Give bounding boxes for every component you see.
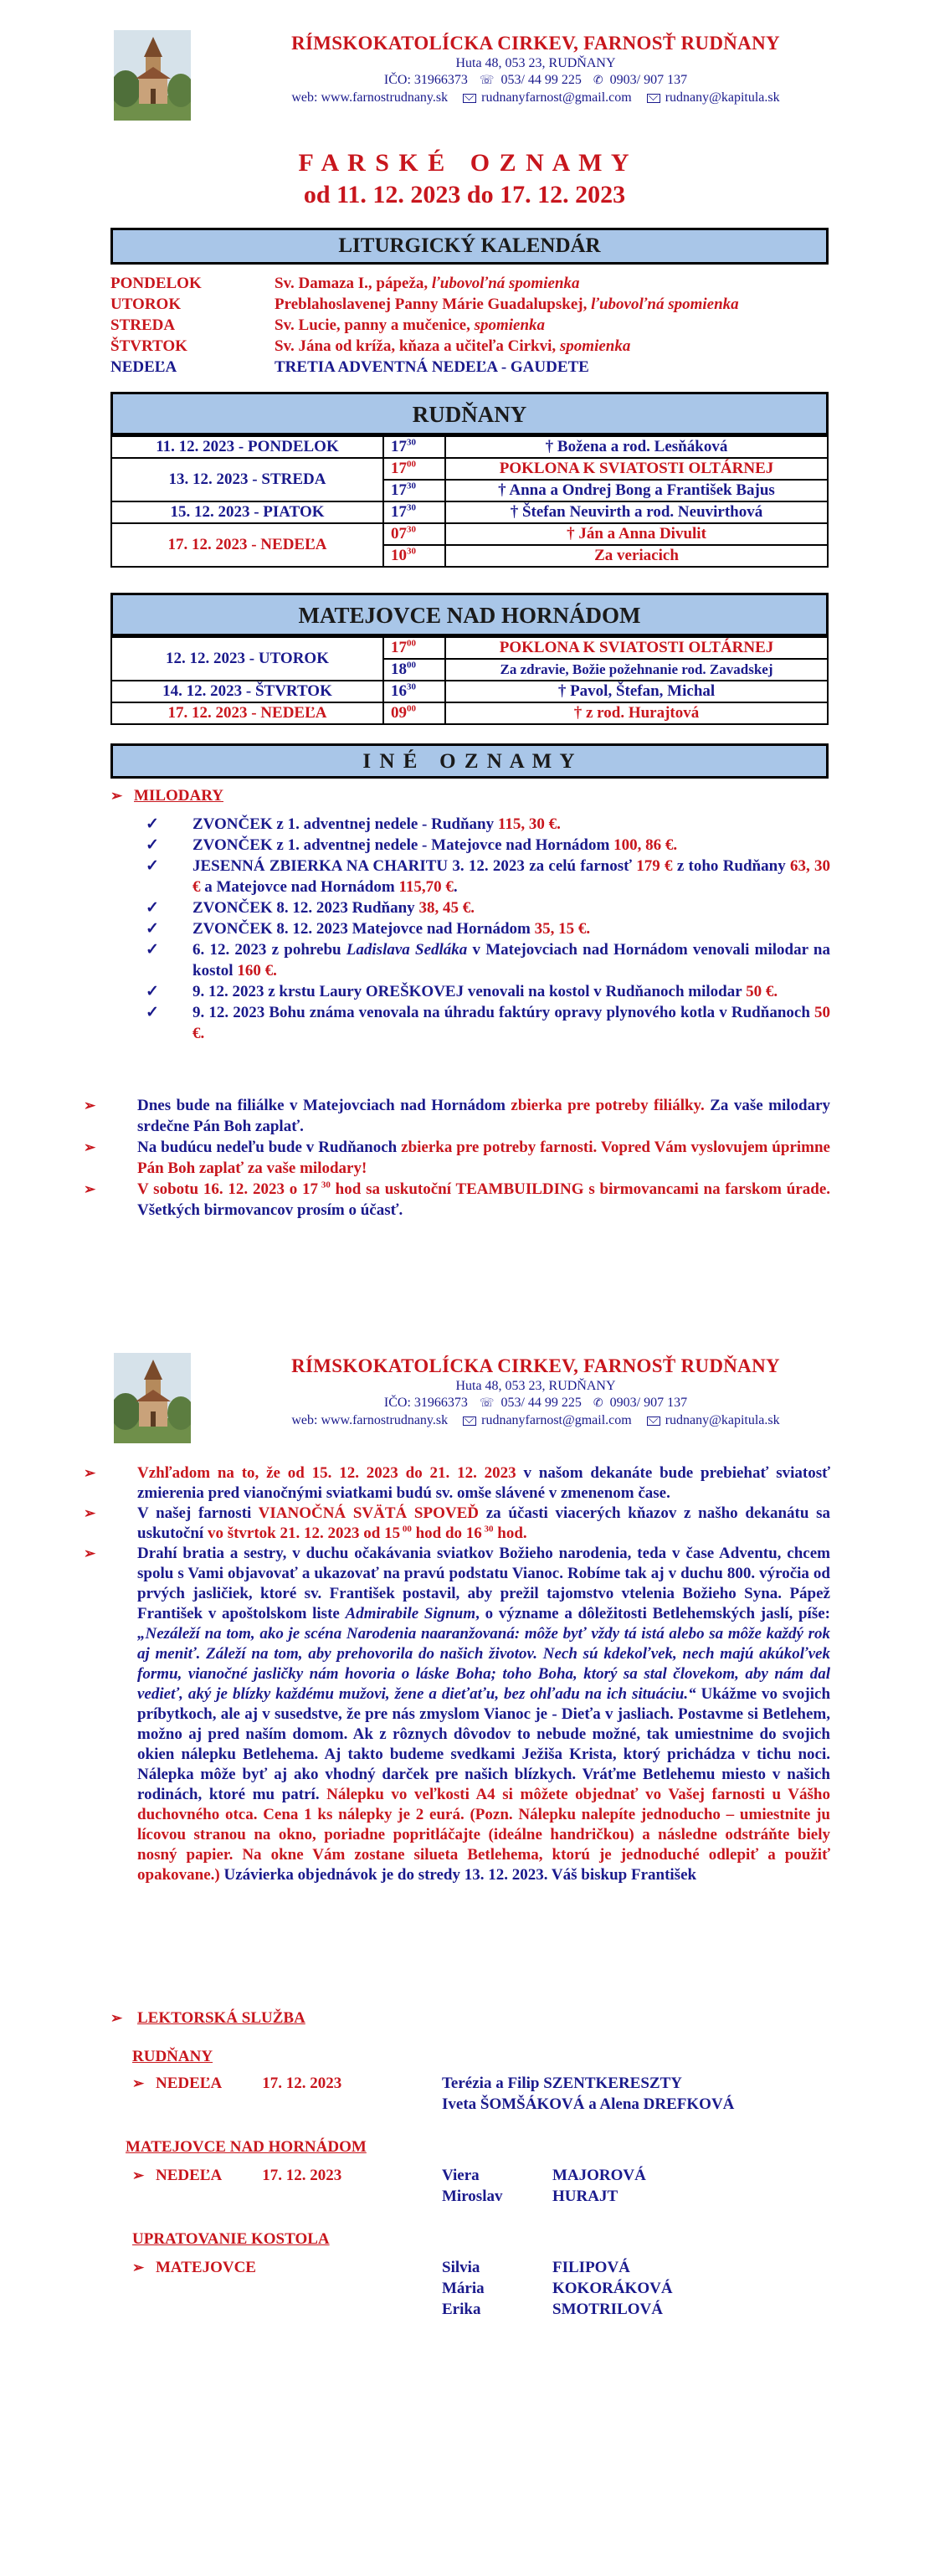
list-item: ➢ V sobotu 16. 12. 2023 o 17 $^{30}$ hod sa uskutoční TEAMBUILDING s birmovancami na farskom úrade. Všetkých birmovancov prosím o účasť. <box>84 1180 831 1219</box>
arrow-bullet-icon: ➢ <box>110 788 123 804</box>
table-row <box>111 681 828 702</box>
lector-matejovce-row: ➢ NEDEĽA 17. 12. 2023 <box>132 2167 342 2184</box>
check-icon: ✓ <box>146 1004 159 1021</box>
cleaning-name: Erika SMOTRILOVÁ <box>442 2301 663 2318</box>
church-logo <box>114 30 191 121</box>
parish-name: RÍMSKOKATOLÍCKA CIRKEV, FARNOSŤ RUDŇANY <box>291 1355 780 1376</box>
list-item: ➢ Dnes bude na filiálke v Matejovciach nad Hornádom zbierka pre potreby filiálky. Za vaše milodary srdečne Pán Boh zaplať. <box>84 1097 830 1135</box>
arrow-bullet-icon: ➢ <box>132 2260 145 2275</box>
mass-time: $16^{30}$ <box>383 681 445 702</box>
announcement-list <box>84 1095 831 1221</box>
liturgy-note: spomienka <box>559 337 631 355</box>
cleaning-names <box>442 2257 673 2320</box>
liturgy-text: Sv. Jána od kríža, kňaza a učiteľa Cirkvi, <box>275 337 560 355</box>
arrow-bullet-icon: ➢ <box>132 2167 145 2183</box>
list-item: ✓ ZVONČEK z 1. adventnej nedele - Rudňany 115, 30 €. <box>146 815 561 833</box>
parish-web-email <box>192 90 879 106</box>
mass-intention: Za zdravie, Božie požehnanie rod. Zavadskej <box>445 659 828 681</box>
cleaning-row: ➢ MATEJOVCE <box>132 2259 256 2276</box>
page-2 <box>0 1323 929 2318</box>
page-1 <box>0 0 929 1219</box>
list-item: ➢ Vzhľadom na to, že od 15. 12. 2023 do 21. 12. 2023 v našom dekanáte bude prebiehať sviatosť zmierenia pred vianočnými sviatkami budú sv. omše slávené v zmenenom čase. <box>84 1464 830 1502</box>
liturgy-day: PONDELOK <box>110 275 202 292</box>
phone-number: 053/ 44 99 225 <box>500 1396 582 1410</box>
list-item: ✓ 9. 12. 2023 z krstu Laury OREŠKOVEJ venovali na kostol v Rudňanoch milodar 50 €. <box>146 983 778 1000</box>
rudnany-schedule <box>110 435 829 568</box>
church-logo <box>114 1353 191 1443</box>
liturgy-note: ľubovoľná spomienka <box>431 275 580 292</box>
list-item: ✓ ZVONČEK 8. 12. 2023 Rudňany 38, 45 €. <box>146 899 475 917</box>
announcement-list-2 <box>84 1463 831 1885</box>
mail-icon <box>463 1417 476 1426</box>
mass-time: $17^{30}$ <box>383 501 445 523</box>
mobile-number: 0903/ 907 137 <box>609 73 688 87</box>
mass-date: 12. 12. 2023 - UTOROK <box>111 637 383 681</box>
liturgy-day: UTOROK <box>110 296 182 313</box>
letterhead <box>0 0 929 126</box>
list-item: ➢ Na budúcu nedeľu bude v Rudňanoch zbierka pre potreby farnosti. Vopred Vám vyslovujem úprimne Pán Boh zaplať za vaše milodary! <box>84 1139 830 1177</box>
rudnany-heading: RUDŇANY <box>110 392 829 435</box>
parish-web-email <box>192 1412 879 1429</box>
list-item: ✓ JESENNÁ ZBIERKA NA CHARITU 3. 12. 2023 za celú farnosť 179 € z toho Rudňany 63, 30 € a Matejovce nad Hornádom 115,70 €. <box>146 857 830 896</box>
list-item: ➢ Drahí bratia a sestry, v duchu očakávania sviatkov Božieho narodenia, teda v čase Adventu, chcem spolu s Vami objavovať a ukazovať na pravú podstatu Vianoc. Robíme tak aj v duchu 800. výročia od prvých jasličiek, ktoré sv. František postavil, aby prežil tajomstvo vtelenia Božieho Syna. Pápež František v apoštolskom liste Admirabile Signum, o význame a dôležitosti Betlehemských jaslí, píše: „Nezáleží na tom, ako je scéna Narodenia naaranžovaná: môže byť vždy tá istá alebo sa môže každý rok aj meniť. Záleží na tom, aby prehovorila do našich životov. Nech sú kdekoľvek, nech majú akúkoľvek formu, vianočné jasličky nám hovoria o láske Boha; toho Boha, ktorý sa stal človekom, aby nám dal vedieť, aký je blízky každému mužovi, žene a dieťaťu, bez ohľadu na ich situáciu.“ Ukážme vo svojich príbytkoch, ale aj v susedstve, že pre nás zmyslom Vianoc je - Dieťa v jasliach. Postavme si Betlehem, možno aj pred naším domom. Ak z rôznych dôvodov to nebude možné, tak umiestnime do svojich okien nálepku Betlehema. Aj takto budeme svedkami Ježiša Krista, ktorý prichádza v tichu noci. Nálepka môže byť aj ako vhodný darček pre našich blízkych. Vráťme Betlehemu miesto v našich rodinách, ktoré mu patrí. Nálepku vo veľkosti A4 si môžete objednať vo Vašej farnosti u Vášho duchovného otca. Cena 1 ks nálepky je 2 eurá. (Pozn. Nálepku nalepíte jednoducho – umiestnite ju lícovou stranou na okno, poriadne popritláčajte (ideálne handričkou) a následne odstráňte biely nosný papier. Na okne Vám zostane silueta Betlehema, ktorú je jednoduché odlepiť a použiť opakovane.) Uzávierka objednávok je do stredy 13. 12. 2023. Váš biskup František <box>84 1545 831 1884</box>
ico-number: IČO: 31966373 <box>383 1396 468 1410</box>
lector-rudnany-names <box>442 2073 734 2115</box>
letterhead <box>0 1323 929 1448</box>
mail-icon <box>647 94 660 103</box>
lector-rudnany-label: RUDŇANY <box>132 2048 213 2065</box>
table-row <box>111 523 828 545</box>
list-item: ✓ 6. 12. 2023 z pohrebu Ladislava Sedláka v Matejovciach nad Hornádom venovali milodar na kostol 160 €. <box>146 941 830 979</box>
web-link[interactable]: web: www.farnostrudnany.sk <box>291 1413 449 1427</box>
check-icon: ✓ <box>146 941 159 959</box>
lector-name: Terézia a Filip SZENTKERESZTY <box>442 2075 682 2092</box>
mass-date: 11. 12. 2023 - PONDELOK <box>111 436 383 458</box>
parish-name: RÍMSKOKATOLÍCKA CIRKEV, FARNOSŤ RUDŇANY <box>291 33 780 54</box>
arrow-bullet-icon: ➢ <box>132 2075 145 2091</box>
mass-time: $09^{00}$ <box>383 702 445 724</box>
liturgy-row <box>110 294 739 315</box>
liturgy-day: NEDEĽA <box>110 358 177 376</box>
email-link-2[interactable]: rudnany@kapitula.sk <box>665 90 780 105</box>
table-row <box>111 637 828 659</box>
mass-intention: † Pavol, Štefan, Michal <box>445 681 828 702</box>
lector-rudnany-row: ➢ NEDEĽA 17. 12. 2023 <box>132 2075 342 2092</box>
mobile-number: 0903/ 907 137 <box>609 1396 688 1410</box>
email-link-2[interactable]: rudnany@kapitula.sk <box>665 1413 780 1427</box>
mass-date: 14. 12. 2023 - ŠTVRTOK <box>111 681 383 702</box>
parish-contacts <box>192 72 879 90</box>
liturgy-row <box>110 315 739 336</box>
arrow-bullet-icon: ➢ <box>84 1545 96 1561</box>
lector-name: Miroslav HURAJT <box>442 2188 618 2205</box>
check-icon: ✓ <box>146 815 159 833</box>
liturgy-heading: LITURGICKÝ KALENDÁR <box>110 228 829 265</box>
liturgy-calendar <box>110 273 739 378</box>
mass-date: 13. 12. 2023 - STREDA <box>111 458 383 501</box>
mass-intention: POKLONA K SVIATOSTI OLTÁRNEJ <box>445 458 828 480</box>
mass-intention: † Anna a Ondrej Bong a František Bajus <box>445 480 828 501</box>
web-link[interactable]: web: www.farnostrudnany.sk <box>291 90 449 105</box>
phone-icon: ☏ <box>479 1397 495 1410</box>
donations-list <box>146 814 830 1044</box>
arrow-bullet-icon: ➢ <box>84 1181 96 1197</box>
lector-name: Iveta ŠOMŠÁKOVÁ a Alena DREFKOVÁ <box>442 2095 735 2113</box>
phone-number: 053/ 44 99 225 <box>500 73 582 87</box>
list-item: ➢ V našej farnosti VIANOČNÁ SVÄTÁ SPOVEĎ za účasti viacerých kňazov z našho dekanátu sa uskutoční vo štvrtok 21. 12. 2023 od 15 $^{00}$ hod do 16 $^{30}$ hod. <box>84 1504 830 1542</box>
table-row <box>111 501 828 523</box>
check-icon: ✓ <box>146 836 159 854</box>
mass-intention: † Štefan Neuvirth a rod. Neuvirthová <box>445 501 828 523</box>
liturgy-text: Preblahoslavenej Panny Márie Guadalupskej, <box>275 296 592 313</box>
list-item: ✓ ZVONČEK z 1. adventnej nedele - Matejovce nad Hornádom 100, 86 €. <box>146 836 678 854</box>
phone-icon: ☏ <box>479 75 495 87</box>
liturgy-row <box>110 357 739 378</box>
announcements-dates: od 11. 12. 2023 do 17. 12. 2023 <box>303 181 626 208</box>
mail-icon <box>647 1417 660 1426</box>
other-announcements-heading: I N É O Z N A M Y <box>110 743 829 779</box>
lector-name: Viera MAJOROVÁ <box>442 2167 646 2184</box>
parish-address: Huta 48, 053 23, RUDŇANY <box>455 56 616 70</box>
email-link-1[interactable]: rudnanyfarnost@gmail.com <box>481 1413 632 1427</box>
mass-intention: † Božena a rod. Lesňáková <box>445 436 828 458</box>
cleaning-name: Silvia FILIPOVÁ <box>442 2259 630 2276</box>
parish-contacts <box>192 1395 879 1412</box>
parish-address: Huta 48, 053 23, RUDŇANY <box>455 1379 616 1393</box>
mass-intention: Za veriacich <box>445 545 828 567</box>
list-item: ✓ ZVONČEK 8. 12. 2023 Matejovce nad Hornádom 35, 15 €. <box>146 920 591 938</box>
mass-time: $18^{00}$ <box>383 659 445 681</box>
mass-date: 17. 12. 2023 - NEDEĽA <box>111 523 383 567</box>
lector-label: ➢ LEKTORSKÁ SLUŽBA <box>110 2009 305 2027</box>
mobile-phone-icon: ✆ <box>593 1397 603 1410</box>
mass-date: 15. 12. 2023 - PIATOK <box>111 501 383 523</box>
mass-time: $07^{30}$ <box>383 523 445 545</box>
mass-date: 17. 12. 2023 - NEDEĽA <box>111 702 383 724</box>
mass-time: $17^{00}$ <box>383 458 445 480</box>
arrow-bullet-icon: ➢ <box>110 2010 123 2026</box>
liturgy-day: ŠTVRTOK <box>110 337 187 355</box>
mail-icon <box>463 94 476 103</box>
email-link-1[interactable]: rudnanyfarnost@gmail.com <box>481 90 632 105</box>
arrow-bullet-icon: ➢ <box>84 1505 96 1521</box>
arrow-bullet-icon: ➢ <box>84 1465 96 1481</box>
matejovce-schedule <box>110 636 829 725</box>
liturgy-row <box>110 336 739 357</box>
liturgy-text: Sv. Damaza I., pápeža, <box>275 275 432 292</box>
lector-matejovce-label: MATEJOVCE NAD HORNÁDOM <box>126 2138 367 2156</box>
check-icon: ✓ <box>146 920 159 938</box>
check-icon: ✓ <box>146 857 159 875</box>
liturgy-note: spomienka <box>474 316 546 334</box>
liturgy-note: ľubovoľná spomienka <box>591 296 739 313</box>
mass-time: $17^{30}$ <box>383 480 445 501</box>
mass-time: $17^{30}$ <box>383 436 445 458</box>
liturgy-text: TRETIA ADVENTNÁ NEDEĽA - GAUDETE <box>275 358 589 376</box>
announcements-title: F A R S K É O Z N A M Y <box>298 149 631 177</box>
liturgy-day: STREDA <box>110 316 176 334</box>
mass-time: $17^{00}$ <box>383 637 445 659</box>
ico-number: IČO: 31966373 <box>383 73 468 87</box>
mass-intention: † Ján a Anna Divulit <box>445 523 828 545</box>
matejovce-heading: MATEJOVCE NAD HORNÁDOM <box>110 593 829 636</box>
check-icon: ✓ <box>146 983 159 1000</box>
cleaning-name: Mária KOKORÁKOVÁ <box>442 2280 673 2297</box>
lector-matejovce-names <box>442 2165 646 2207</box>
mobile-phone-icon: ✆ <box>593 75 603 87</box>
list-item: ✓ 9. 12. 2023 Bohu známa venovala na úhradu faktúry opravy plynového kotla v Rudňanoch 50 €. <box>146 1004 830 1042</box>
table-row <box>111 702 828 724</box>
cleaning-label: UPRATOVANIE KOSTOLA <box>132 2230 330 2248</box>
table-row <box>111 458 828 480</box>
arrow-bullet-icon: ➢ <box>84 1098 96 1113</box>
milodary-label: ➢ MILODARY <box>110 787 223 805</box>
mass-intention: POKLONA K SVIATOSTI OLTÁRNEJ <box>445 637 828 659</box>
mass-time: $10^{30}$ <box>383 545 445 567</box>
check-icon: ✓ <box>146 899 159 917</box>
arrow-bullet-icon: ➢ <box>84 1139 96 1155</box>
liturgy-text: Sv. Lucie, panny a mučenice, <box>275 316 475 334</box>
table-row <box>111 436 828 458</box>
liturgy-row <box>110 273 739 294</box>
mass-intention: † z rod. Hurajtová <box>445 702 828 724</box>
